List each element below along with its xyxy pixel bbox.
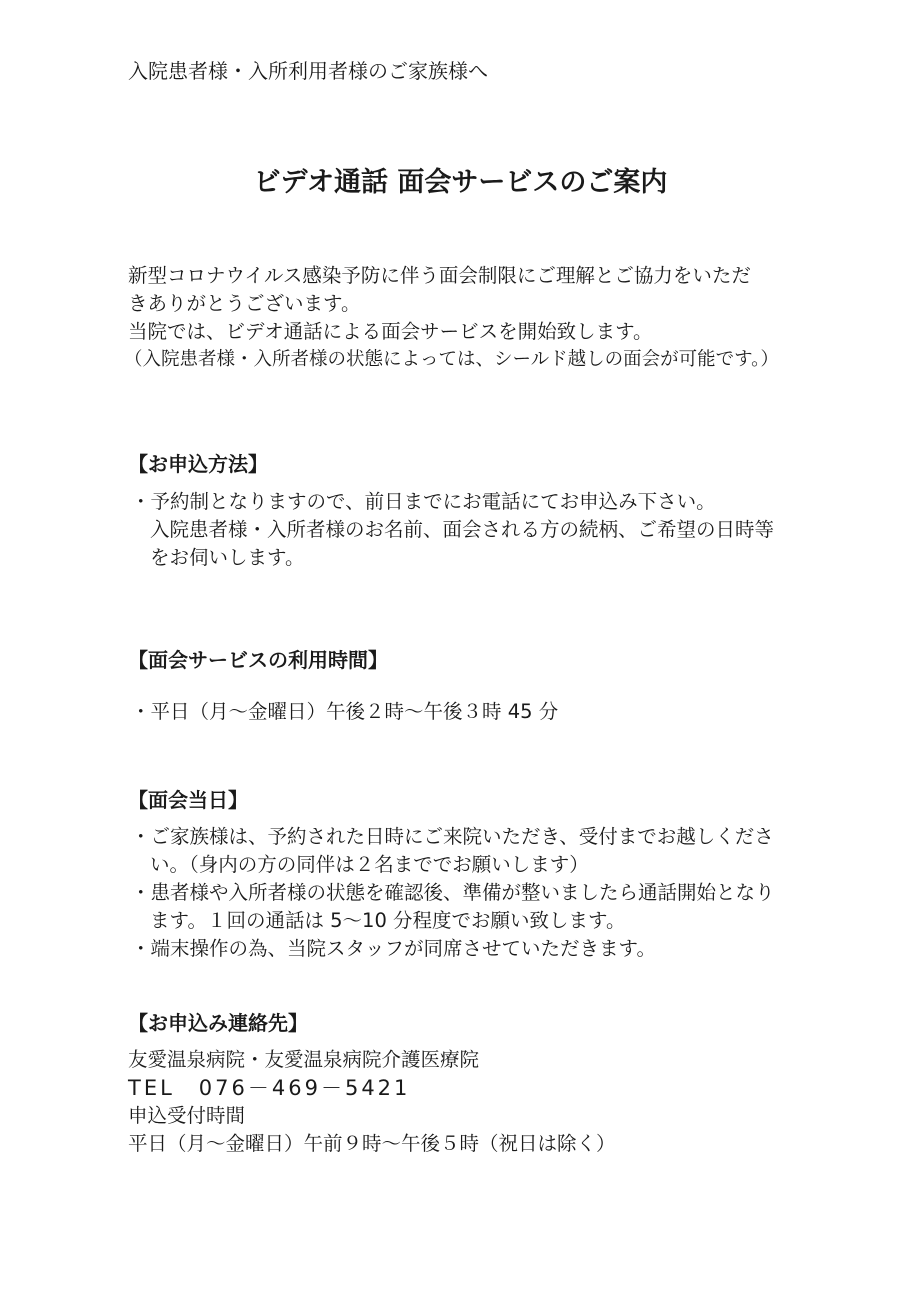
contact-heading: 【お申込み連絡先】 (128, 1011, 308, 1035)
bullet-continuation: 入院患者様・入所者様のお名前、面会される方の続柄、ご希望の日時等 (150, 518, 775, 541)
intro-line: 新型コロナウイルス感染予防に伴う面会制限にご理解とご協力をいただ (128, 264, 751, 287)
application-method-body (131, 488, 774, 572)
hospital-name: 友愛温泉病院・友愛温泉病院介護医療院 (128, 1048, 480, 1071)
intro-paragraph (124, 262, 779, 374)
bullet-item: ・予約制となりますので、前日までにお電話にてお申込み下さい。 (131, 490, 716, 513)
visit-day-heading: 【面会当日】 (128, 788, 248, 812)
bullet-continuation: い。（身内の方の同伴は２名まででお願いします） (150, 853, 589, 876)
bullet-continuation: ます。１回の通話は 5～10 分程度でお願い致します。 (150, 909, 626, 932)
visit-day-body (131, 823, 775, 963)
service-hours-body (131, 698, 558, 726)
contact-body (128, 1046, 616, 1158)
reception-hours: 平日（月～金曜日）午前９時～午後５時（祝日は除く） (128, 1132, 616, 1155)
bullet-item: ・端末操作の為、当院スタッフが同席させていただきます。 (131, 937, 656, 960)
bullet-item: ・ご家族様は、予約された日時にご来院いただき、受付までお越しくださ (131, 825, 774, 848)
intro-note: （入院患者様・入所者様の状態によっては、シールド越しの面会が可能です。） (124, 349, 779, 370)
page-title: ビデオ通話 面会サービスのご案内 (253, 167, 668, 198)
application-method-heading: 【お申込方法】 (128, 452, 268, 476)
bullet-item: ・平日（月～金曜日）午後２時～午後３時 45 分 (131, 700, 559, 723)
intro-line: きありがとうございます。 (128, 292, 361, 315)
bullet-continuation: をお伺いします。 (150, 546, 305, 569)
intro-line: 当院では、ビデオ通話による面会サービスを開始致します。 (128, 320, 653, 343)
bullet-item: ・患者様や入所者様の状態を確認後、準備が整いましたら通話開始となり (131, 881, 775, 904)
service-hours-heading: 【面会サービスの利用時間】 (128, 648, 388, 672)
phone-number: TEL 076－469－5421 (128, 1076, 411, 1100)
addressee-line: 入院患者様・入所利用者様のご家族様へ (128, 59, 488, 83)
reception-label: 申込受付時間 (128, 1104, 246, 1127)
